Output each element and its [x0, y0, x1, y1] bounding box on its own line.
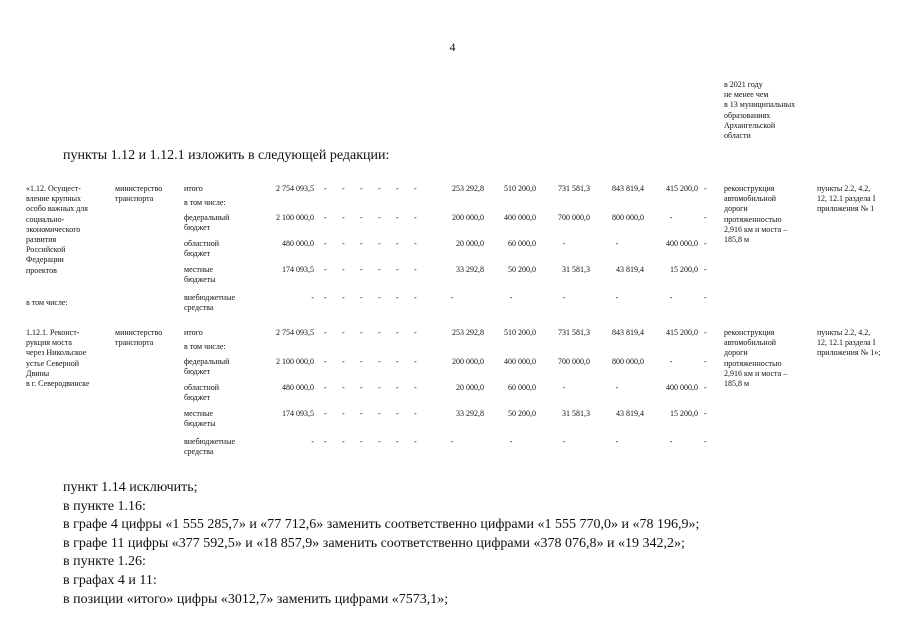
empty-year-dash: - — [414, 184, 417, 193]
reference-line: пункты 2.2, 4.2, — [817, 184, 871, 193]
year-amount: - — [509, 437, 513, 446]
empty-year-dash: - — [378, 437, 381, 446]
amendment-line: в позиции «итого» цифры «3012,7» заменить цифрами «7573,1»; — [63, 591, 449, 607]
funding-source: бюджет — [184, 249, 211, 259]
year-amount: - — [669, 213, 673, 222]
empty-year-dash: - — [704, 213, 707, 222]
reference-line: 12, 12.1 раздела I — [817, 338, 876, 348]
year-amount: - — [615, 383, 619, 392]
empty-year-dash: - — [378, 409, 381, 418]
total-amount: 174 093,5 — [282, 265, 314, 274]
empty-year-dash: - — [396, 357, 399, 366]
funding-source: средства — [184, 303, 214, 313]
funding-source: внебюджетные — [184, 293, 235, 302]
empty-year-dash: - — [704, 239, 707, 248]
empty-year-dash: - — [378, 265, 381, 274]
empty-year-dash: - — [342, 239, 345, 248]
expected-result-line: 2,916 км и моста – — [724, 368, 788, 378]
empty-year-dash: - — [378, 357, 381, 366]
empty-year-dash: - — [342, 328, 345, 337]
empty-year-dash: - — [360, 213, 363, 222]
funding-source: областной — [184, 239, 220, 248]
funding-source: итого — [184, 184, 203, 193]
year-amount: 20 000,0 — [456, 239, 484, 248]
executor-line: министерство — [115, 184, 163, 193]
reference-line: приложения № 1 — [817, 204, 875, 214]
year-amount: 253 292,8 — [452, 184, 484, 193]
empty-year-dash: - — [342, 409, 345, 418]
funding-source: областной — [184, 383, 220, 392]
empty-year-dash: - — [342, 213, 345, 222]
event-name-line: социально- — [26, 214, 65, 224]
amendment-line: в графах 4 и 11: — [63, 572, 157, 588]
empty-year-dash: - — [378, 184, 381, 193]
event-name-line: рукция моста — [26, 338, 72, 348]
event-name-line: «1.12. Осущест- — [26, 184, 81, 193]
year-amount: 400 000,0 — [666, 383, 698, 392]
year-amount: 31 581,3 — [562, 409, 590, 418]
top-note-line: не менее чем — [724, 90, 769, 100]
year-amount: - — [615, 293, 619, 302]
empty-year-dash: - — [396, 409, 399, 418]
year-amount: - — [509, 293, 513, 302]
funding-source: бюджет — [184, 367, 211, 377]
funding-source: бюджеты — [184, 419, 216, 429]
year-amount: 15 200,0 — [670, 409, 698, 418]
event-name-line: особо важных для — [26, 204, 88, 214]
event-name-line: 1.12.1. Реконст- — [26, 328, 80, 337]
funding-source: бюджет — [184, 393, 211, 403]
empty-year-dash: - — [342, 383, 345, 392]
funding-source: внебюджетные — [184, 437, 235, 446]
year-amount: 800 000,0 — [612, 213, 644, 222]
empty-year-dash: - — [360, 293, 363, 302]
expected-result-line: автомобильной — [724, 194, 776, 204]
year-amount: 20 000,0 — [456, 383, 484, 392]
year-amount: - — [562, 383, 566, 392]
event-name-line: устье Северной — [26, 358, 80, 368]
empty-year-dash: - — [342, 437, 345, 446]
year-amount: 60 000,0 — [508, 239, 536, 248]
event-name-line: Российской — [26, 245, 66, 255]
empty-year-dash: - — [324, 383, 327, 392]
year-amount: 400 000,0 — [504, 213, 536, 222]
event-name-line: в г. Северодвинске — [26, 379, 90, 388]
empty-year-dash: - — [360, 383, 363, 392]
section-heading: пункты 1.12 и 1.12.1 изложить в следующей редакции: — [63, 148, 390, 163]
empty-year-dash: - — [414, 357, 417, 366]
expected-result-line: протяженностью — [724, 358, 782, 368]
funding-source: итого — [184, 328, 203, 337]
year-amount: 33 292,8 — [456, 409, 484, 418]
total-amount: 2 100 000,0 — [276, 357, 314, 366]
event-name-line: вление крупных — [26, 194, 82, 204]
year-amount: 843 819,4 — [612, 328, 644, 337]
empty-year-dash: - — [378, 293, 381, 302]
year-amount: 510 200,0 — [504, 328, 536, 337]
event-name-line: через Никольское — [26, 348, 87, 358]
year-amount: - — [615, 437, 619, 446]
expected-result-line: протяженностью — [724, 214, 782, 224]
empty-year-dash: - — [396, 328, 399, 337]
empty-year-dash: - — [324, 239, 327, 248]
executor-line: транспорта — [115, 338, 154, 348]
event-name-subtitle: в том числе: — [26, 298, 68, 307]
year-amount: - — [669, 357, 673, 366]
year-amount: 731 581,3 — [558, 184, 590, 193]
total-amount: 174 093,5 — [282, 409, 314, 418]
funding-source: в том числе: — [184, 198, 226, 207]
year-amount: 31 581,3 — [562, 265, 590, 274]
page-number: 4 — [449, 40, 456, 54]
total-amount: 2 100 000,0 — [276, 213, 314, 222]
total-amount: 480 000,0 — [282, 383, 314, 392]
year-amount: - — [669, 437, 673, 446]
amendment-line: в графе 4 цифры «1 555 285,7» и «77 712,6» заменить соответственно цифрами «1 555 770,0» и «78 196,9»; — [63, 517, 700, 533]
empty-year-dash: - — [324, 328, 327, 337]
empty-year-dash: - — [378, 213, 381, 222]
executor-line: министерство — [115, 328, 163, 337]
year-amount: 50 200,0 — [508, 409, 536, 418]
empty-year-dash: - — [342, 184, 345, 193]
funding-source: средства — [184, 447, 214, 457]
year-amount: 700 000,0 — [558, 357, 590, 366]
empty-year-dash: - — [324, 357, 327, 366]
empty-year-dash: - — [378, 328, 381, 337]
reference-line: приложения № 1»; — [817, 348, 881, 358]
year-amount: 50 200,0 — [508, 265, 536, 274]
year-amount: 33 292,8 — [456, 265, 484, 274]
amendment-line: в графе 11 цифры «377 592,5» и «18 857,9» заменить соответственно цифрами «378 076,8» и «19 342,2»; — [63, 535, 685, 551]
year-amount: 253 292,8 — [452, 328, 484, 337]
top-note-line: Архангельской — [724, 120, 776, 130]
expected-result-line: 185,8 м — [724, 235, 750, 244]
empty-year-dash: - — [396, 383, 399, 392]
empty-year-dash: - — [396, 184, 399, 193]
reference-line: пункты 2.2, 4.2, — [817, 328, 871, 337]
funding-source: местные — [184, 265, 214, 274]
empty-year-dash: - — [396, 213, 399, 222]
expected-result-line: реконструкция — [724, 184, 775, 193]
year-amount: 200 000,0 — [452, 357, 484, 366]
empty-year-dash: - — [360, 265, 363, 274]
event-name-line: Федерации — [26, 255, 64, 265]
empty-year-dash: - — [360, 239, 363, 248]
empty-year-dash: - — [704, 328, 707, 337]
empty-year-dash: - — [360, 437, 363, 446]
total-amount: 2 754 093,5 — [276, 184, 314, 193]
empty-year-dash: - — [414, 293, 417, 302]
year-amount: 15 200,0 — [670, 265, 698, 274]
top-note-line: в 13 муниципальных — [724, 100, 796, 110]
year-amount: - — [669, 293, 673, 302]
top-note-line: в 2021 году — [724, 80, 763, 89]
year-amount: 415 200,0 — [666, 184, 698, 193]
year-amount: 200 000,0 — [452, 213, 484, 222]
empty-year-dash: - — [342, 293, 345, 302]
year-amount: - — [450, 437, 454, 446]
year-amount: 60 000,0 — [508, 383, 536, 392]
empty-year-dash: - — [342, 265, 345, 274]
year-amount: 400 000,0 — [666, 239, 698, 248]
executor-line: транспорта — [115, 194, 154, 204]
amendment-line: в пункте 1.16: — [63, 498, 146, 514]
empty-year-dash: - — [414, 265, 417, 274]
expected-result-line: дороги — [724, 348, 748, 358]
empty-year-dash: - — [414, 437, 417, 446]
amendment-line: в пункте 1.26: — [63, 554, 146, 570]
empty-year-dash: - — [414, 328, 417, 337]
funding-source: федеральный — [184, 213, 230, 222]
empty-year-dash: - — [704, 383, 707, 392]
total-amount: 2 754 093,5 — [276, 328, 314, 337]
empty-year-dash: - — [414, 383, 417, 392]
empty-year-dash: - — [414, 239, 417, 248]
empty-year-dash: - — [704, 357, 707, 366]
empty-year-dash: - — [704, 437, 707, 446]
empty-year-dash: - — [414, 213, 417, 222]
year-amount: 510 200,0 — [504, 184, 536, 193]
empty-year-dash: - — [324, 213, 327, 222]
total-amount: 480 000,0 — [282, 239, 314, 248]
top-note — [724, 80, 795, 141]
expected-result-line: 2,916 км и моста – — [724, 224, 788, 234]
empty-year-dash: - — [396, 437, 399, 446]
empty-year-dash: - — [360, 409, 363, 418]
year-amount: 415 200,0 — [666, 328, 698, 337]
funding-source: в том числе: — [184, 342, 226, 351]
year-amount: 43 819,4 — [616, 409, 644, 418]
total-amount: - — [311, 293, 314, 302]
funding-source: бюджет — [184, 223, 211, 233]
event-name-line: экономического — [26, 224, 81, 234]
empty-year-dash: - — [324, 293, 327, 302]
empty-year-dash: - — [378, 239, 381, 248]
year-amount: - — [562, 239, 566, 248]
empty-year-dash: - — [704, 293, 707, 302]
empty-year-dash: - — [396, 293, 399, 302]
year-amount: - — [562, 437, 566, 446]
empty-year-dash: - — [396, 265, 399, 274]
empty-year-dash: - — [360, 184, 363, 193]
year-amount: 731 581,3 — [558, 328, 590, 337]
top-note-line: области — [724, 131, 751, 141]
empty-year-dash: - — [342, 357, 345, 366]
amendment-line: пункт 1.14 исключить; — [63, 480, 198, 495]
expected-result-line: реконструкция — [724, 328, 775, 337]
empty-year-dash: - — [704, 409, 707, 418]
year-amount: 843 819,4 — [612, 184, 644, 193]
empty-year-dash: - — [324, 437, 327, 446]
year-amount: - — [615, 239, 619, 248]
event-name-line: проектов — [26, 265, 57, 275]
expected-result-line: 185,8 м — [724, 379, 750, 388]
funding-source: бюджеты — [184, 275, 216, 285]
expected-result-line: автомобильной — [724, 338, 776, 348]
amendment-text — [63, 479, 699, 609]
reference-line: 12, 12.1 раздела I — [817, 194, 876, 204]
empty-year-dash: - — [324, 265, 327, 274]
empty-year-dash: - — [324, 184, 327, 193]
funding-source: местные — [184, 409, 214, 418]
year-amount: - — [562, 293, 566, 302]
year-amount: - — [450, 293, 454, 302]
empty-year-dash: - — [360, 328, 363, 337]
year-amount: 800 000,0 — [612, 357, 644, 366]
year-amount: 700 000,0 — [558, 213, 590, 222]
year-amount: 400 000,0 — [504, 357, 536, 366]
empty-year-dash: - — [324, 409, 327, 418]
empty-year-dash: - — [360, 357, 363, 366]
funding-source: федеральный — [184, 357, 230, 366]
empty-year-dash: - — [704, 184, 707, 193]
empty-year-dash: - — [414, 409, 417, 418]
total-amount: - — [311, 437, 314, 446]
empty-year-dash: - — [378, 383, 381, 392]
event-name-line: развития — [26, 235, 57, 244]
empty-year-dash: - — [396, 239, 399, 248]
expected-result-line: дороги — [724, 204, 748, 214]
top-note-line: образованиях — [724, 110, 771, 120]
year-amount: 43 819,4 — [616, 265, 644, 274]
empty-year-dash: - — [704, 265, 707, 274]
event-name-line: Двины — [26, 368, 50, 378]
